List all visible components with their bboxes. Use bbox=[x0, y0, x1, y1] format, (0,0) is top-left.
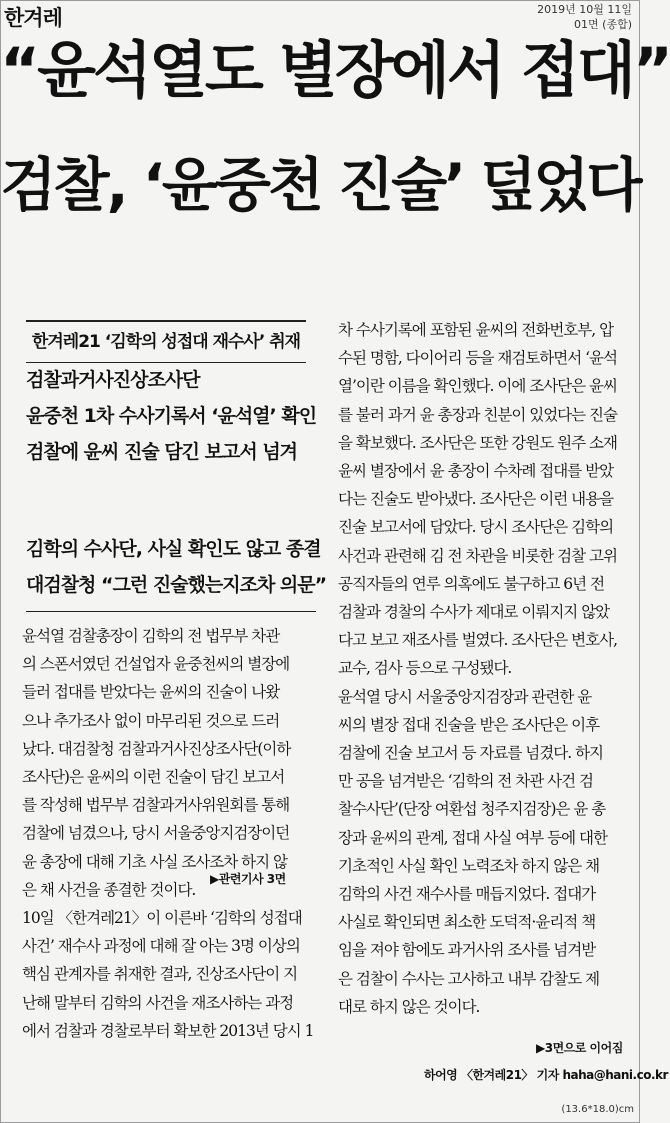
body-column-right bbox=[338, 316, 634, 1021]
body-line: 를 불러 과거 윤 총장과 친분이 있었다는 진술 bbox=[338, 405, 618, 424]
article-size-note: (13.6*18.0)cm bbox=[561, 1104, 634, 1115]
body-line: 핵심 관계자를 취재한 결과, 진상조사단이 지 bbox=[22, 965, 298, 984]
body-line: 김학의 사건 재수사를 매듭지었다. 접대가 bbox=[338, 885, 596, 904]
body-line: 은 채 사건을 종결한 것이다. bbox=[22, 880, 196, 899]
body-line: 사실로 확인되면 최소한 도덕적·윤리적 책 bbox=[338, 913, 596, 932]
body-line: 다고 보고 재조사를 벌였다. 조사단은 변호사, bbox=[338, 631, 618, 650]
body-line: 조사단)은 윤씨의 이런 진술이 담긴 보고서 bbox=[22, 768, 285, 787]
body-line: 진술 보고서에 담았다. 당시 조사단은 김학의 bbox=[338, 518, 614, 537]
body-column-left bbox=[22, 622, 326, 1045]
body-line: 공직자들의 연루 의혹에도 불구하고 6년 전 bbox=[338, 574, 605, 593]
headline-line-2: 검찰, ‘윤중천 진술’ 덮었다 bbox=[0, 151, 640, 219]
body-line: 10일 〈한겨레21〉이 이른바 ‘김학의 성접대 bbox=[22, 909, 302, 928]
body-line: 윤석열 검찰총장이 김학의 전 법무부 차관 bbox=[22, 627, 280, 645]
subhead-line: 김학의 수사단, 사실 확인도 않고 종결 bbox=[26, 538, 321, 560]
body-line: 대로 하지 않은 것이다. bbox=[338, 997, 480, 1016]
body-line: 열’이란 이름을 확인했다. 이에 조사단은 윤씨 bbox=[338, 377, 618, 396]
body-line: 를 작성해 법무부 검찰과거사위원회를 통해 bbox=[22, 796, 290, 815]
body-line: 들러 접대를 받았다는 윤씨의 진술이 나왔 bbox=[22, 683, 280, 702]
continued-on-page-link[interactable]: ▶3면으로 이어짐 bbox=[536, 1041, 623, 1055]
body-line: 윤 총장에 대해 기초 사실 조사조차 하지 않 bbox=[22, 852, 288, 871]
body-line: 임을 져야 함에도 과거사위 조사를 넘겨받 bbox=[338, 941, 596, 960]
body-line: 사건’ 재수사 과정에 대해 잘 아는 3명 이상의 bbox=[22, 937, 300, 956]
body-line: 다는 진술도 받아냈다. 조사단은 이런 내용을 bbox=[338, 490, 614, 509]
body-line: 검찰에 넘겼으나, 당시 서울중앙지검장이던 bbox=[22, 824, 290, 843]
subhead-group-2 bbox=[26, 531, 326, 603]
body-line: 의 스폰서였던 건설업자 윤중천씨의 별장에 bbox=[22, 655, 290, 674]
body-line: 기초적인 사실 확인 노력조차 하지 않은 채 bbox=[338, 856, 600, 875]
body-line: 났다. 대검찰청 검찰과거사진상조사단(이하 bbox=[22, 739, 291, 758]
body-line: 찰수사단’(단장 여환섭 청주지검장)은 윤 총 bbox=[338, 800, 606, 819]
subhead-line: 대검찰청 “그런 진술했는지조차 의문” bbox=[26, 574, 327, 596]
body-line: 윤씨 별장에서 윤 총장이 수차례 접대를 받았 bbox=[338, 462, 614, 481]
body-line: 에서 검찰과 경찰로부터 확보한 2013년 당시 1 bbox=[22, 1021, 314, 1040]
body-line: 씨의 별장 접대 진술을 받은 조사단은 이후 bbox=[338, 715, 600, 734]
body-line: 차 수사기록에 포함된 윤씨의 전화번호부, 압 bbox=[338, 321, 614, 339]
body-line: 사건과 관련해 김 전 차관을 비롯한 검찰 고위 bbox=[338, 546, 618, 565]
body-line: 교수, 검사 등으로 구성됐다. bbox=[338, 659, 512, 678]
body-line: 으나 추가조사 없이 마무리된 것으로 드러 bbox=[22, 711, 280, 730]
kicker: 한겨레21 ‘김학의 성접대 재수사’ 취재 bbox=[26, 320, 306, 363]
subhead-line: 검찰과거사진상조사단 bbox=[26, 369, 200, 391]
body-line: 수된 명함, 다이어리 등을 재검토하면서 ‘윤석 bbox=[338, 349, 618, 368]
body-line: 검찰과 경찰의 수사가 제대로 이뤄지지 않았 bbox=[338, 603, 610, 622]
body-line: 검찰에 진술 보고서 등 자료를 넘겼다. 하지 bbox=[338, 744, 604, 763]
subhead-line: 검찰에 윤씨 진술 담긴 보고서 넘겨 bbox=[26, 441, 298, 463]
newspaper-logo: 한겨레 bbox=[4, 6, 62, 30]
subhead-group-1 bbox=[26, 362, 316, 470]
body-line: 은 검찰이 수사는 고사하고 내부 감찰도 제 bbox=[338, 969, 600, 988]
related-article-link[interactable]: ▶관련기사 3면 bbox=[210, 872, 286, 886]
dateline bbox=[537, 2, 632, 32]
byline: 하어영 〈한겨레21〉 기자 haha@hani.co.kr bbox=[424, 1068, 668, 1082]
body-line: 만 공을 넘겨받은 ‘김학의 전 차관 사건 검 bbox=[338, 772, 593, 791]
publish-date: 2019년 10월 11일 bbox=[537, 3, 632, 16]
body-line: 을 확보했다. 조사단은 또한 강원도 원주 소재 bbox=[338, 433, 618, 452]
subhead-line: 윤중천 1차 수사기록서 ‘윤석열’ 확인 bbox=[26, 405, 317, 427]
body-line: 장과 윤씨의 관계, 접대 사실 여부 등에 대한 bbox=[338, 828, 607, 847]
subhead-divider bbox=[26, 611, 316, 612]
body-line: 윤석열 당시 서울중앙지검장과 관련한 윤 bbox=[338, 687, 592, 706]
body-line: 난해 말부터 김학의 사건을 재조사하는 과정 bbox=[22, 993, 294, 1012]
page-label: 01면 (종합) bbox=[574, 18, 632, 31]
headline-line-1: “윤석열도 별장에서 접대” bbox=[0, 35, 670, 106]
